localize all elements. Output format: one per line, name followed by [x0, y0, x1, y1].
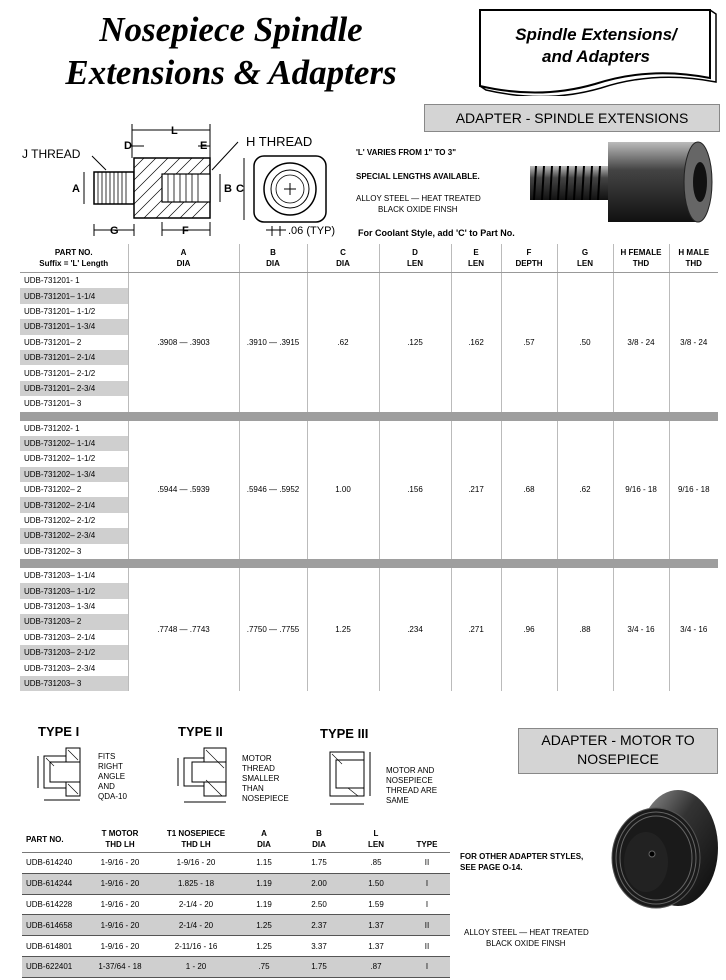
adapter-cell: 1.50 [348, 873, 404, 894]
part-number-cell: UDB-731202- 1 [24, 423, 80, 433]
spec-cell-hm: 3/8 - 24 [669, 273, 718, 412]
spec-cell-hf: 3/4 - 16 [613, 568, 669, 691]
table-row [20, 421, 718, 436]
label-g: G [110, 225, 119, 237]
adapter-cell: I [404, 894, 450, 915]
type-1-label: TYPE I [38, 724, 80, 739]
adapter-cell: II [404, 853, 450, 874]
part-number-cell: UDB-731201– 1-1/4 [20, 288, 128, 303]
section2-header-line-1: ADAPTER - MOTOR TO [541, 732, 695, 748]
part-number-cell: UDB-731203– 2 [20, 614, 128, 629]
note-alloy-1: ALLOY STEEL — HEAT TREATED [356, 194, 481, 203]
adapter-cell: UDB-622401 [22, 956, 86, 977]
note-other-styles-2: SEE PAGE O-14. [460, 863, 523, 872]
motor-adapter-image [604, 786, 720, 916]
label-b: B [224, 183, 232, 195]
spec-cell-a: .3908 — .3903 [128, 273, 239, 412]
adapter-cell: 2-11/16 - 16 [154, 936, 238, 957]
type-3-note: MOTOR AND NOSEPIECE THREAD ARE SAME [386, 766, 438, 805]
adapter-cell: 1.59 [348, 894, 404, 915]
adapter-cell: 1-9/16 - 20 [86, 873, 154, 894]
table-row [22, 915, 450, 936]
part-number-cell: UDB-731201– 2-1/4 [20, 350, 128, 365]
part-number-cell: UDB-731202– 1-3/4 [20, 467, 128, 482]
type-3-label: TYPE III [320, 726, 369, 741]
motor-adapter-table [22, 826, 450, 978]
adapter-cell: 1.75 [290, 956, 348, 977]
part-number-cell: UDB-731202– 1-1/2 [24, 454, 96, 464]
adapter-cell: 3.37 [290, 936, 348, 957]
part-number-cell: UDB-731201– 1-3/4 [20, 319, 128, 334]
adapter-cell: 1.19 [238, 873, 290, 894]
table-row [22, 853, 450, 874]
adapter-cell: 2.37 [290, 915, 348, 936]
spec-cell-hf: 9/16 - 18 [613, 421, 669, 560]
type-3-drawing [318, 742, 382, 808]
note-alloy-1: ALLOY STEEL — HEAT TREATED [464, 928, 589, 937]
type-2-note: MOTOR THREAD SMALLER THAN NOSEPIECE [242, 754, 289, 803]
adapter-cell: 1-9/16 - 20 [86, 915, 154, 936]
adapter-cell: 1-37/64 - 18 [86, 956, 154, 977]
col-a-dia: A DIA [128, 244, 239, 273]
table-row [22, 873, 450, 894]
note-alloy-2: BLACK OXIDE FINSH [486, 939, 566, 948]
spec-cell-f: .68 [501, 421, 557, 560]
part-number-cell: UDB-731201– 2 [24, 337, 82, 347]
table-row [22, 936, 450, 957]
part-number-cell: UDB-731202– 2-1/4 [20, 497, 128, 512]
adapter-cell: UDB-614228 [22, 894, 86, 915]
label-h-thread: H THREAD [246, 134, 313, 149]
spec-cell-c: .62 [307, 273, 379, 412]
part-number-cell: UDB-731203– 1-1/4 [24, 571, 96, 581]
part-number-cell: UDB-731201– 3 [24, 399, 82, 409]
adapter-cell: .75 [238, 956, 290, 977]
adapter-cell: 1-9/16 - 20 [154, 853, 238, 874]
adapter-cell: 1-9/16 - 20 [86, 894, 154, 915]
label-f: F [182, 225, 189, 237]
part-number-cell: UDB-731203– 2-1/4 [24, 632, 96, 642]
note-l-varies: 'L' VARIES FROM 1" TO 3" [356, 148, 456, 157]
spindle-extension-image [520, 136, 720, 228]
adapter-cell: 1.37 [348, 936, 404, 957]
adapter-cell: 2-1/4 - 20 [154, 915, 238, 936]
part-number-cell: UDB-731201– 2-3/4 [20, 381, 128, 396]
col-e-len: E LEN [451, 244, 501, 273]
spindle-extension-drawing [22, 118, 352, 240]
col-d-len: D LEN [379, 244, 451, 273]
type-2-drawing [172, 740, 240, 806]
label-d: D [124, 140, 132, 152]
part-number-cell: UDB-731202– 3 [24, 546, 82, 556]
spec-cell-f: .96 [501, 568, 557, 691]
spec-cell-e: .271 [451, 568, 501, 691]
adapter-cell: 2.50 [290, 894, 348, 915]
group-separator [20, 559, 718, 568]
note-special-lengths: SPECIAL LENGTHS AVAILABLE. [356, 172, 480, 181]
adapter-cell: UDB-614658 [22, 915, 86, 936]
label-l: L [171, 125, 178, 137]
adapter-cell: 1-9/16 - 20 [86, 936, 154, 957]
type-2-label: TYPE II [178, 724, 223, 739]
part-number-cell: UDB-731201– 2-1/2 [24, 368, 96, 378]
adapter-cell: 1.25 [238, 936, 290, 957]
label-a: A [72, 183, 80, 195]
part-number-cell: UDB-731202– 2-1/2 [24, 516, 96, 526]
banner-line-2: and Adapters [541, 47, 650, 66]
spec-cell-b: .7750 — .7755 [239, 568, 307, 691]
col-b-dia: B DIA [239, 244, 307, 273]
spec-cell-c: 1.00 [307, 421, 379, 560]
note-alloy-2: BLACK OXIDE FINSH [378, 205, 458, 214]
table-row [20, 273, 718, 289]
group-separator [20, 412, 718, 421]
section-header-spindle-extensions: ADAPTER - SPINDLE EXTENSIONS [424, 104, 720, 132]
part-number-cell: UDB-731203– 2-3/4 [24, 663, 96, 673]
spec-cell-a: .5944 — .5939 [128, 421, 239, 560]
spec-cell-c: 1.25 [307, 568, 379, 691]
adapter-cell: 1 - 20 [154, 956, 238, 977]
section2-header-line-2: NOSEPIECE [577, 751, 659, 767]
adapter-cell: UDB-614240 [22, 853, 86, 874]
adapter-cell: II [404, 915, 450, 936]
table-row [22, 894, 450, 915]
adapter-cell: 1-9/16 - 20 [86, 853, 154, 874]
col-type: TYPE [404, 826, 450, 853]
spec-cell-b: .3910 — .3915 [239, 273, 307, 412]
col-b-dia: B DIA [290, 826, 348, 853]
spec-cell-a: .7748 — .7743 [128, 568, 239, 691]
col-a-dia: A DIA [238, 826, 290, 853]
spec-cell-hm: 9/16 - 18 [669, 421, 718, 560]
note-other-styles-1: FOR OTHER ADAPTER STYLES, [460, 852, 584, 861]
adapter-cell: 1.25 [238, 915, 290, 936]
adapter-cell: 2-1/4 - 20 [154, 894, 238, 915]
col-h-female: H FEMALE THD [613, 244, 669, 273]
table-row [22, 956, 450, 977]
type-1-drawing [30, 740, 96, 804]
col-t1-nosepiece: T1 NOSEPIECE THD LH [154, 826, 238, 853]
adapter-cell: 1.15 [238, 853, 290, 874]
table-row [20, 568, 718, 583]
spec-cell-f: .57 [501, 273, 557, 412]
col-h-male: H MALE THD [669, 244, 718, 273]
spec-cell-e: .162 [451, 273, 501, 412]
spec-cell-e: .217 [451, 421, 501, 560]
table-header-row [20, 244, 718, 273]
spec-cell-hm: 3/4 - 16 [669, 568, 718, 691]
banner-line-1: Spindle Extensions/ [515, 25, 677, 44]
col-t-motor: T MOTOR THD LH [86, 826, 154, 853]
title-line-2: Extensions & Adapters [65, 53, 397, 92]
part-number-cell: UDB-731203– 1-3/4 [24, 602, 96, 611]
spindle-extension-table [20, 244, 718, 691]
part-number-cell: UDB-731203– 1-1/2 [20, 583, 128, 598]
part-number-cell: UDB-731201- 1 [24, 276, 80, 286]
spec-cell-d: .125 [379, 273, 451, 412]
adapter-cell: .85 [348, 853, 404, 874]
spec-cell-d: .156 [379, 421, 451, 560]
adapter-cell: UDB-614801 [22, 936, 86, 957]
spec-cell-g: .62 [557, 421, 613, 560]
type-1-note: FITS RIGHT ANGLE AND QDA-10 [98, 752, 127, 801]
banner-text [478, 24, 714, 68]
adapter-cell: .87 [348, 956, 404, 977]
col-c-dia: C DIA [307, 244, 379, 273]
label-e: E [200, 140, 208, 152]
col-g-len: G LEN [557, 244, 613, 273]
part-number-cell: UDB-731202– 2-3/4 [20, 528, 128, 543]
col-part-no: PART NO. Suffix = 'L' Length [20, 244, 128, 273]
part-number-cell: UDB-731202– 2 [24, 485, 82, 495]
page-title [6, 8, 456, 94]
adapter-cell: 1.19 [238, 894, 290, 915]
adapter-table-header-row [22, 826, 450, 853]
spec-cell-d: .234 [379, 568, 451, 691]
adapter-cell: UDB-614244 [22, 873, 86, 894]
spec-cell-b: .5946 — .5952 [239, 421, 307, 560]
part-number-cell: UDB-731202– 1-1/4 [20, 436, 128, 451]
section-header-motor-to-nosepiece [518, 728, 718, 774]
spec-cell-g: .50 [557, 273, 613, 412]
label-j-thread: J THREAD [22, 147, 81, 161]
part-number-cell: UDB-731203– 2-1/2 [20, 645, 128, 660]
part-number-cell: UDB-731201– 1-1/2 [24, 306, 96, 316]
spec-cell-hf: 3/8 - 24 [613, 273, 669, 412]
adapter-cell: II [404, 936, 450, 957]
adapter-cell: 1.825 - 18 [154, 873, 238, 894]
adapter-cell: I [404, 873, 450, 894]
adapter-cell: I [404, 956, 450, 977]
adapter-cell: 2.00 [290, 873, 348, 894]
label-c: C [236, 183, 244, 195]
spec-cell-g: .88 [557, 568, 613, 691]
part-number-cell: UDB-731203– 3 [20, 676, 128, 691]
col-part-no: PART NO. [22, 826, 86, 853]
adapter-cell: 1.37 [348, 915, 404, 936]
col-l-len: L LEN [348, 826, 404, 853]
label-typ: .06 (TYP) [288, 225, 336, 237]
adapter-cell: 1.75 [290, 853, 348, 874]
title-line-1: Nosepiece Spindle [99, 10, 363, 49]
col-f-depth: F DEPTH [501, 244, 557, 273]
note-coolant: For Coolant Style, add 'C' to Part No. [358, 228, 515, 238]
